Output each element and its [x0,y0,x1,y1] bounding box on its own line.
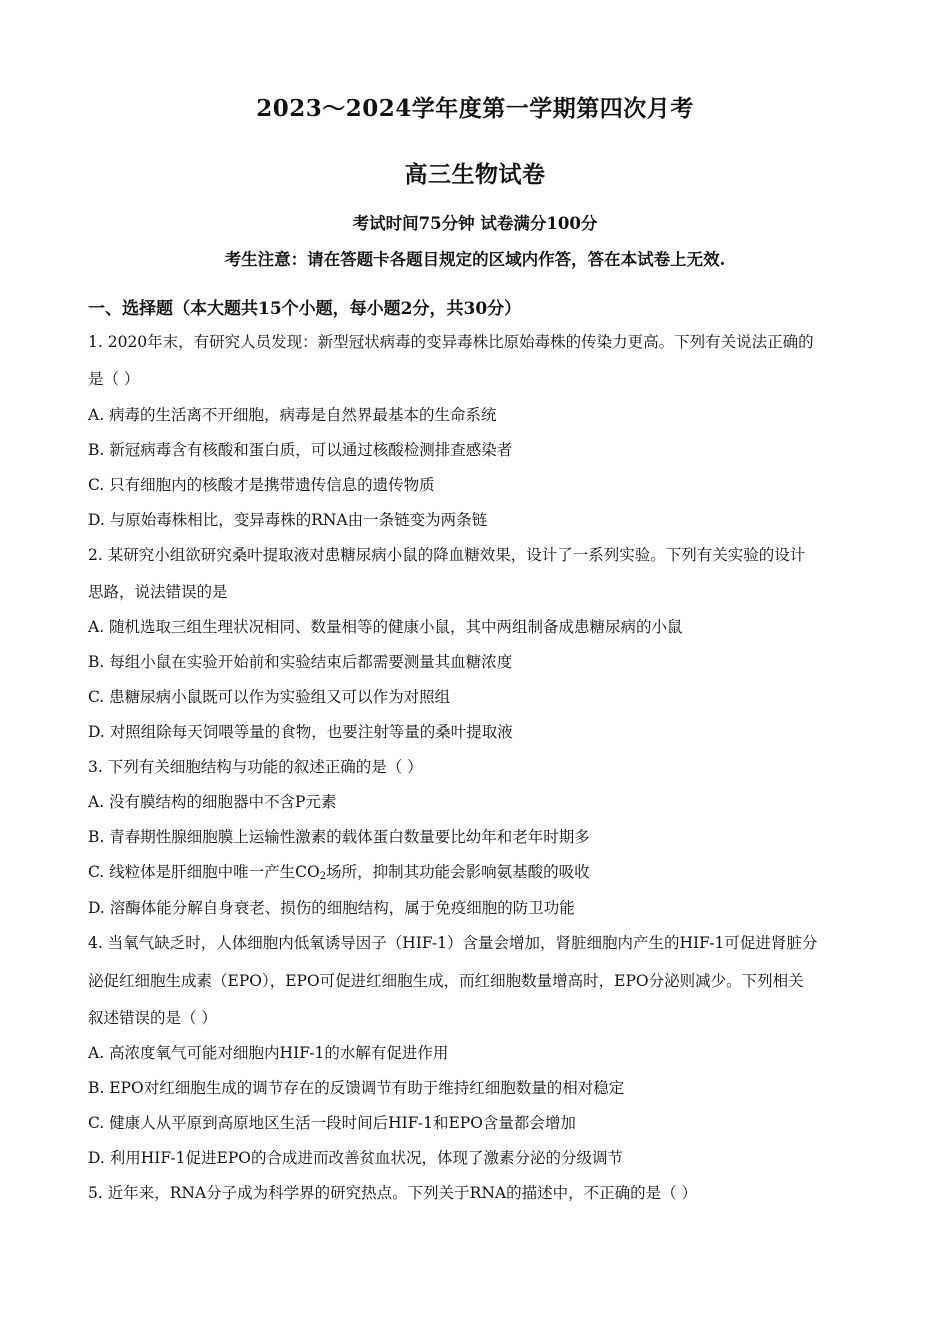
q2-option-d: D. 对照组除每天饲喂等量的食物，也要注射等量的桑叶提取液 [88,723,513,741]
q1-option-a: A. 病毒的生活离不开细胞，病毒是自然界最基本的生命系统 [88,406,497,424]
q3-option-c-text-after: 场所，抑制其功能会影响氨基酸的吸收 [326,863,590,881]
q4-option-a: A. 高浓度氧气可能对细胞内HIF-1的水解有促进作用 [88,1044,449,1062]
q4-stem-line1: 4. 当氧气缺乏时，人体细胞内低氧诱导因子（HIF-1）含量会增加，肾脏细胞内产生的HIF-1可促进肾脏分 [88,934,818,952]
q1-stem-line1: 1. 2020年末，有研究人员发现：新型冠状病毒的变异毒株比原始毒株的传染力更高。下列有关说法正确的 [88,333,814,351]
q3-option-b: B. 青春期性腺细胞膜上运输性激素的载体蛋白数量要比幼年和老年时期多 [88,828,590,846]
q5-stem-line1: 5. 近年来，RNA分子成为科学界的研究热点。下列关于RNA的描述中，不正确的是（ ） [88,1184,697,1202]
q2-stem-line1: 2. 某研究小组欲研究桑叶提取液对患糖尿病小鼠的降血糖效果，设计了一系列实验。下列有关实验的设计 [88,546,806,564]
q2-option-a: A. 随机选取三组生理状况相同、数量相等的健康小鼠，其中两组制备成患糖尿病的小鼠 [88,618,683,636]
q3-option-a: A. 没有膜结构的细胞器中不含P元素 [88,793,337,811]
q1-option-c: C. 只有细胞内的核酸才是携带遗传信息的遗传物质 [88,476,435,494]
q3-option-c-text: C. 线粒体是肝细胞中唯一产生CO [88,863,320,881]
q4-stem-line3: 叙述错误的是（ ） [88,1009,217,1027]
exam-info: 考试时间75分钟 试卷满分100分 [352,214,598,233]
q4-option-d: D. 利用HIF-1促进EPO的合成进而改善贫血状况，体现了激素分泌的分级调节 [88,1149,623,1167]
exam-subject: 高三生物试卷 [404,161,546,188]
q4-stem-line2: 泌促红细胞生成素（EPO），EPO可促进红细胞生成，而红细胞数量增高时，EPO分泌则减少。下列相关 [88,972,804,990]
q1-option-d: D. 与原始毒株相比，变异毒株的RNA由一条链变为两条链 [88,511,488,529]
q3-stem-line1: 3. 下列有关细胞结构与功能的叙述正确的是（ ） [88,758,423,776]
q3-option-c-subscript: 2 [319,871,327,882]
q3-option-c [88,862,878,887]
q4-option-b: B. EPO对红细胞生成的调节存在的反馈调节有助于维持红细胞数量的相对稳定 [88,1079,625,1097]
q2-option-b: B. 每组小鼠在实验开始前和实验结束后都需要测量其血糖浓度 [88,653,513,671]
exam-title: 2023～2024学年度第一学期第四次月考 [256,95,694,122]
q2-option-c: C. 患糖尿病小鼠既可以作为实验组又可以作为对照组 [88,688,451,706]
section-heading: 一、选择题（本大题共15个小题，每小题2分，共30分） [88,299,522,319]
q1-stem-line2: 是（ ） [88,370,140,388]
q4-option-c: C. 健康人从平原到高原地区生活一段时间后HIF-1和EPO含量都会增加 [88,1114,576,1132]
q3-option-d: D. 溶酶体能分解自身衰老、损伤的细胞结构，属于免疫细胞的防卫功能 [88,899,575,917]
exam-notice: 考生注意：请在答题卡各题目规定的区域内作答，答在本试卷上无效. [224,250,726,269]
q1-option-b: B. 新冠病毒含有核酸和蛋白质，可以通过核酸检测排查感染者 [88,441,513,459]
q2-stem-line2: 思路，说法错误的是 [88,583,228,601]
